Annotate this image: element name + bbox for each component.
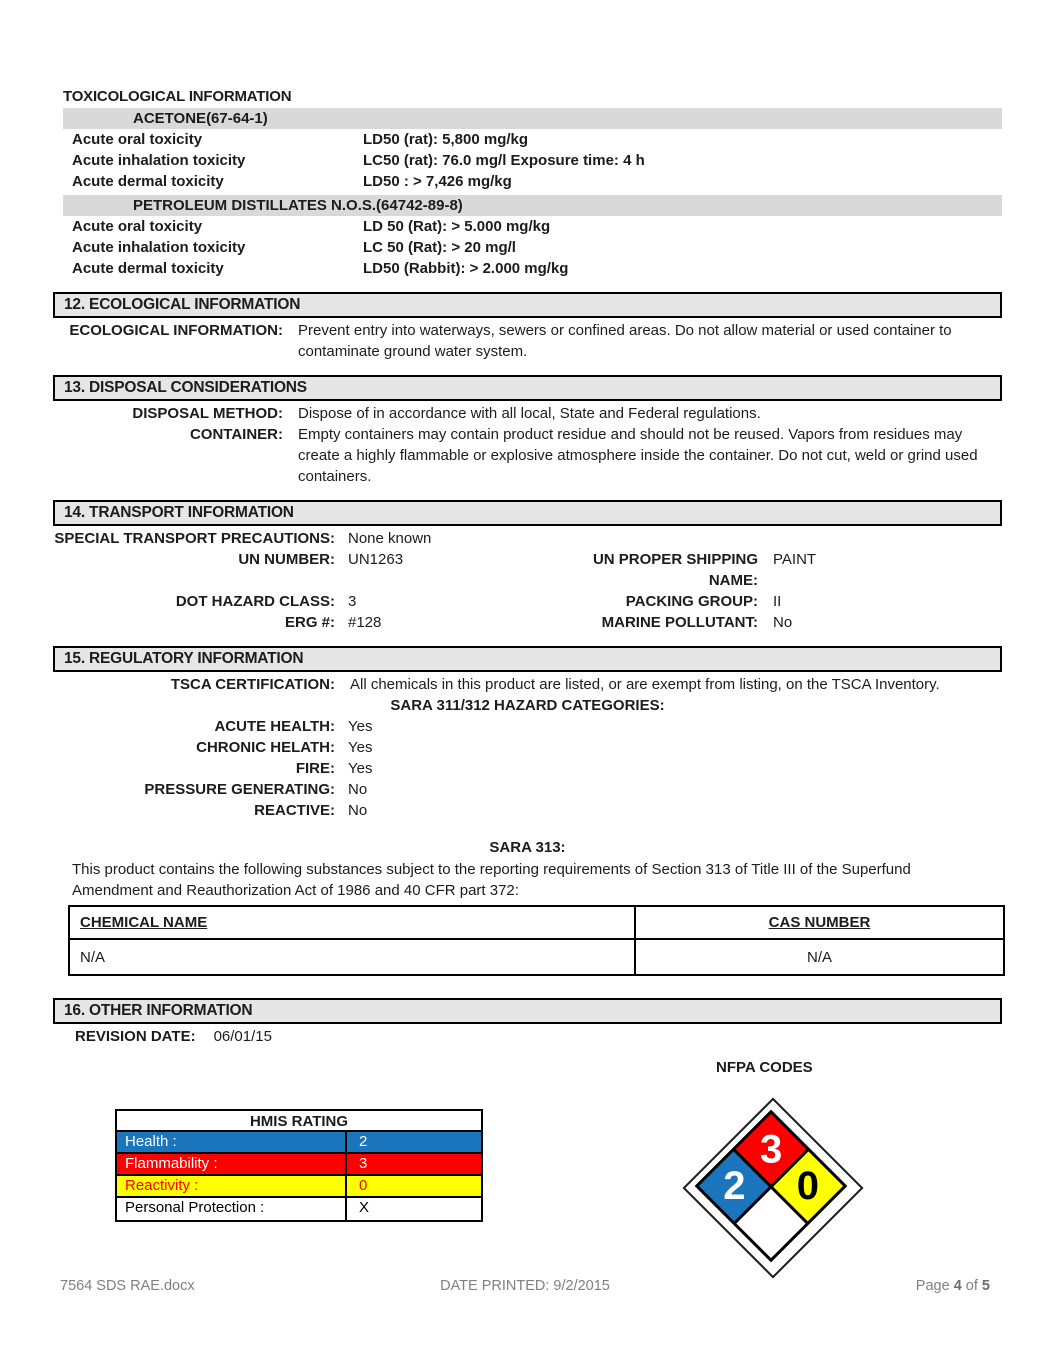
- fire-value: Yes: [348, 760, 373, 777]
- tox-row-label: Acute inhalation toxicity: [72, 152, 246, 169]
- tsca-row: [53, 674, 1002, 695]
- section-12-header: 12. ECOLOGICAL INFORMATION: [53, 292, 1002, 318]
- section-15-header: 15. REGULATORY INFORMATION: [53, 646, 1002, 672]
- hmis-row: [117, 1198, 481, 1220]
- tox-row-value: LD50 (rat): 5,800 mg/kg: [363, 131, 529, 148]
- reactive-label: REACTIVE:: [254, 802, 335, 819]
- reactive-value: No: [348, 802, 368, 819]
- revision-date-value: 06/01/15: [213, 1028, 272, 1045]
- sara-313-paragraph: This product contains the following substances subject to the reporting requirements of Section 313 of Title III of the Superfund Amendment and Reauthorization Act of 1986 and 40 CFR part 372:: [72, 861, 911, 899]
- sara-313-title: SARA 313:: [489, 839, 566, 856]
- chemical-name-cell: N/A: [69, 939, 635, 975]
- transport-precautions-value: None known: [348, 530, 432, 547]
- sara-311-312-title: SARA 311/312 HAZARD CATEGORIES:: [390, 697, 665, 714]
- disposal-method-label: DISPOSAL METHOD:: [132, 405, 283, 422]
- acute-health-value: Yes: [348, 718, 373, 735]
- un-number-value: UN1263: [348, 551, 404, 568]
- hmis-reactivity-label: Reactivity :: [117, 1176, 347, 1196]
- nfpa-health-value: 2: [722, 1164, 746, 1208]
- nfpa-flammability-value: 3: [759, 1126, 783, 1171]
- footer-of-word: of: [965, 1278, 978, 1294]
- hmis-rating-table: [115, 1109, 483, 1222]
- nfpa-reactivity-value: 0: [796, 1164, 820, 1208]
- tox-row: [53, 129, 1002, 150]
- sara-313-table: [68, 905, 1005, 976]
- fire-label: FIRE:: [295, 760, 335, 777]
- tox-row: [53, 150, 1002, 171]
- tox-row-value: LC50 (rat): 76.0 mg/l Exposure time: 4 h: [363, 152, 645, 169]
- hmis-personal-protection-label: Personal Protection :: [117, 1198, 347, 1220]
- chronic-health-label: CHRONIC HELATH:: [196, 739, 335, 756]
- marine-pollutant-value: No: [773, 614, 793, 631]
- transport-row: [53, 612, 1002, 633]
- marine-pollutant-label: MARINE POLLUTANT:: [601, 614, 758, 631]
- hazard-row: [53, 779, 1002, 800]
- disposal-method-row: [53, 403, 1002, 424]
- pressure-generating-value: No: [348, 781, 368, 798]
- shipping-name-value: PAINT: [773, 551, 817, 568]
- transport-precautions-label: SPECIAL TRANSPORT PRECAUTIONS:: [54, 530, 335, 547]
- footer-page-word: Page: [915, 1278, 950, 1294]
- tox-row-label: Acute oral toxicity: [72, 131, 203, 148]
- page-footer: [60, 1278, 990, 1294]
- table-row: [69, 939, 1004, 975]
- footer-filename: 7564 SDS RAE.docx: [60, 1278, 195, 1294]
- dot-hazard-class-value: 3: [348, 593, 357, 610]
- cas-number-header: CAS NUMBER: [768, 914, 871, 931]
- ecological-info-text: Prevent entry into waterways, sewers or confined areas. Do not allow material or used container to contaminate ground water system.: [298, 322, 952, 360]
- disposal-method-text: Dispose of in accordance with all local, State and Federal regulations.: [298, 405, 761, 422]
- hmis-personal-protection-value: X: [359, 1199, 370, 1216]
- tox-row: [53, 237, 1002, 258]
- hmis-row: [117, 1154, 481, 1176]
- chemical-name-header-cell: [69, 906, 635, 939]
- tox-row: [53, 258, 1002, 279]
- hmis-flammability-value: 3: [359, 1155, 368, 1172]
- tox-row-label: Acute dermal toxicity: [72, 260, 224, 277]
- nfpa-diamond-inner: [695, 1110, 848, 1263]
- nfpa-diamond: [709, 1124, 837, 1252]
- tox-row-label: Acute dermal toxicity: [72, 173, 224, 190]
- hazard-row: [53, 737, 1002, 758]
- transport-row: [53, 549, 1002, 591]
- toxicology-group-header: ACETONE(67-64-1): [63, 108, 1002, 129]
- ecological-info-label: ECOLOGICAL INFORMATION:: [69, 322, 283, 339]
- footer-page-total: 5: [981, 1278, 990, 1294]
- revision-date-row: [53, 1026, 1002, 1047]
- table-header-row: [69, 906, 1004, 939]
- chronic-health-value: Yes: [348, 739, 373, 756]
- container-label: CONTAINER:: [189, 426, 283, 443]
- hmis-flammability-label: Flammability :: [117, 1154, 347, 1174]
- hmis-title: HMIS RATING: [117, 1111, 481, 1132]
- transport-precautions-row: [53, 528, 1002, 549]
- section-16-header: 16. OTHER INFORMATION: [53, 998, 1002, 1024]
- pressure-generating-label: PRESSURE GENERATING:: [144, 781, 335, 798]
- tox-row-value: LD 50 (Rat): > 5.000 mg/kg: [363, 218, 551, 235]
- packing-group-value: II: [773, 593, 782, 610]
- hmis-health-label: Health :: [117, 1132, 347, 1152]
- container-text: Empty containers may contain product residue and should not be reused. Vapors from residues may create a highly flammable or explosive atmosphere inside the container. Do not cut, weld or grind used containers.: [298, 426, 978, 485]
- hazard-row: [53, 758, 1002, 779]
- toxicology-group-header: PETROLEUM DISTILLATES N.O.S.(64742-89-8): [63, 195, 1002, 216]
- container-row: [53, 424, 1002, 487]
- hazard-row: [53, 800, 1002, 821]
- cas-number-header-cell: [635, 906, 1004, 939]
- section-14-header: 14. TRANSPORT INFORMATION: [53, 500, 1002, 526]
- tsca-value: All chemicals in this product are listed, or are exempt from listing, on the TSCA Inventory.: [350, 676, 940, 693]
- packing-group-label: PACKING GROUP:: [625, 593, 758, 610]
- section-13-header: 13. DISPOSAL CONSIDERATIONS: [53, 375, 1002, 401]
- erg-number-label: ERG #:: [284, 614, 335, 631]
- footer-date-printed: DATE PRINTED: 9/2/2015: [440, 1278, 610, 1294]
- hmis-row: [117, 1132, 481, 1154]
- chemical-name-header: CHEMICAL NAME: [80, 914, 208, 931]
- cas-number-cell: N/A: [635, 939, 1004, 975]
- toxicology-title: TOXICOLOGICAL INFORMATION: [63, 88, 292, 105]
- tox-row-value: LC 50 (Rat): > 20 mg/l: [363, 239, 516, 256]
- footer-page-number: 4: [953, 1278, 962, 1294]
- revision-date-label: REVISION DATE:: [75, 1028, 196, 1045]
- dot-hazard-class-label: DOT HAZARD CLASS:: [175, 593, 335, 610]
- tox-row-label: Acute inhalation toxicity: [72, 239, 246, 256]
- footer-page-indicator: [680, 1278, 990, 1294]
- tox-row: [53, 171, 1002, 192]
- ratings-area: [53, 1047, 1002, 1347]
- hmis-reactivity-value: 0: [359, 1177, 368, 1194]
- acute-health-label: ACUTE HEALTH:: [214, 718, 335, 735]
- tox-row-value: LD50 : > 7,426 mg/kg: [363, 173, 512, 190]
- erg-number-value: #128: [348, 614, 382, 631]
- shipping-name-label: UN PROPER SHIPPING NAME:: [592, 551, 758, 589]
- document-content: [53, 88, 1002, 1347]
- nfpa-codes-title: NFPA CODES: [716, 1059, 813, 1076]
- transport-row: [53, 591, 1002, 612]
- hmis-row: [117, 1176, 481, 1198]
- hazard-row: [53, 716, 1002, 737]
- ecological-info-row: [53, 320, 1002, 362]
- un-number-label: UN NUMBER:: [238, 551, 335, 568]
- tox-row-value: LD50 (Rabbit): > 2.000 mg/kg: [363, 260, 569, 277]
- hmis-health-value: 2: [359, 1133, 368, 1150]
- tox-row-label: Acute oral toxicity: [72, 218, 203, 235]
- tox-row: [53, 216, 1002, 237]
- tsca-label: TSCA CERTIFICATION:: [170, 676, 335, 693]
